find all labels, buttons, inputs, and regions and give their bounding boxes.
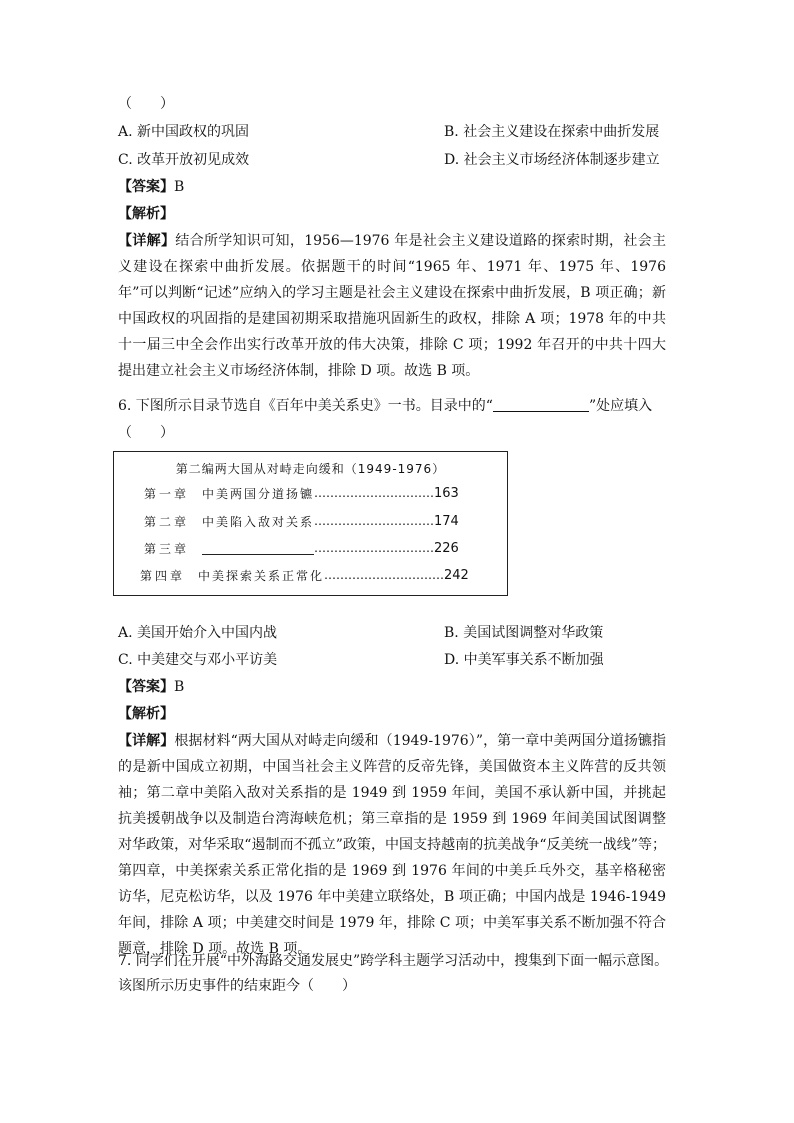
toc-chapter: 第一章: [144, 486, 190, 501]
q6-stem: [118, 396, 652, 416]
q6-detail: [118, 728, 666, 962]
toc-row: [144, 539, 459, 557]
q5-option-b[interactable]: B. 社会主义建设在探索中曲折发展: [444, 124, 660, 140]
toc-chapter: 第四章: [140, 568, 186, 583]
q6-answer: [118, 677, 184, 697]
answer-label: 【答案】: [118, 679, 174, 695]
q6-option-a[interactable]: A. 美国开始介入中国内战: [118, 625, 278, 641]
toc-chapter: 第二章: [144, 514, 190, 529]
detail-text: 根据材料“两大国从对峙走向缓和（1949-1976）”，第一章中美两国分道扬镳指的是新中国成立初期，中国当社会主义阵营的反帝先锋，美国做资本主义阵营的反共领袖；第二章中美陷入敌对关系指的是 1949 到 1959 年间，美国不承认新中国，并挑起抗美援朝战争以及制造台湾海峡危机；第三章指的是 1959 到 1969 年间美国试图调整对华政策，对华采取“遏制而不孤立”政策，中国支持越南的抗美战争“反美统一战线”等；第四章，中美探索关系正常化指的是 1969 到 1976 年间的中美乒乓外交，基辛格秘密访华，尼克松访华，以及 1976 年中美建立联络处，B 项正确；中国内战是 1946-1949 年间，排除 A 项；中美建交时间是 1979 年，排除 C 项；中美军事关系不断加强不符合题意，排除 D 项。故选 B 项。: [118, 733, 666, 957]
toc-chapter: 第三章: [144, 541, 190, 556]
toc-page: 174: [434, 513, 459, 529]
answer-value: B: [174, 679, 185, 695]
detail-label: 【详解】: [118, 233, 176, 249]
q6-option-b[interactable]: B. 美国试图调整对华政策: [444, 625, 604, 641]
toc-row: [144, 512, 459, 530]
toc-dots: …………………………: [314, 486, 435, 500]
toc-blank: [202, 542, 314, 555]
toc-row: [144, 484, 459, 502]
q6-analysis-label: 【解析】: [118, 706, 174, 722]
q5-answer: [118, 177, 184, 197]
toc-chapter-name: 中美探索关系正常化: [198, 568, 325, 583]
q6-option-d[interactable]: D. 中美军事关系不断加强: [444, 652, 604, 668]
answer-value: B: [174, 179, 185, 195]
detail-text: 结合所学知识可知，1956—1976 年是社会主义建设道路的探索时期，社会主义建设在探索中曲折发展。依据题干的时间“1965 年、1971 年、1975 年、1976 年”可以判断“记述”应纳入的学习主题是社会主义建设在探索中曲折发展，B 项正确；新中国政权的巩固指的是建国初期采取措施巩固新生的政权，排除 A 项；1978 年的中共十一届三中全会作出实行改革开放的伟大决策，排除 C 项；1992 年召开的中共十四大提出建立社会主义市场经济体制，排除 D 项。故选 B 项。: [118, 233, 666, 379]
q6-stem-before: 6. 下图所示目录节选自《百年中美关系史》一书。目录中的“: [118, 398, 493, 414]
table-of-contents: [113, 451, 508, 596]
q6-paren: （ ）: [118, 425, 174, 441]
detail-label: 【详解】: [118, 733, 175, 749]
q6-stem-after: ”处应填入: [588, 398, 653, 414]
toc-dots: …………………………: [314, 514, 435, 528]
q5-analysis-label: 【解析】: [118, 206, 174, 222]
toc-dots: …………………………: [314, 541, 434, 555]
answer-label: 【答案】: [118, 179, 174, 195]
q5-option-d[interactable]: D. 社会主义市场经济体制逐步建立: [444, 152, 660, 168]
toc-page: 242: [444, 567, 469, 583]
q5-detail: [118, 228, 666, 384]
toc-row: [140, 566, 469, 584]
toc-chapter-name: 中美陷入敌对关系: [202, 514, 315, 529]
q7-stem-line1: 7. 同学们在开展“中外海路交通发展史”跨学科主题学习活动中，搜集到下面一幅示意图。: [118, 953, 669, 969]
toc-title: 第二编两大国从对峙走向缓和（1949-1976）: [175, 462, 446, 476]
q7-stem-line2: 该图所示历史事件的结束距今（ ）: [118, 978, 356, 994]
q6-option-c[interactable]: C. 中美建交与邓小平访美: [118, 652, 278, 668]
q5-paren: （ ）: [118, 96, 174, 112]
q5-option-a[interactable]: A. 新中国政权的巩固: [118, 124, 250, 140]
toc-page: 226: [434, 540, 459, 556]
toc-page: 163: [434, 485, 459, 501]
q5-option-c[interactable]: C. 改革开放初见成效: [118, 152, 250, 168]
toc-dots: …………………………: [324, 568, 445, 582]
q6-blank: [493, 397, 589, 412]
toc-chapter-name: 中美两国分道扬镳: [202, 486, 315, 501]
